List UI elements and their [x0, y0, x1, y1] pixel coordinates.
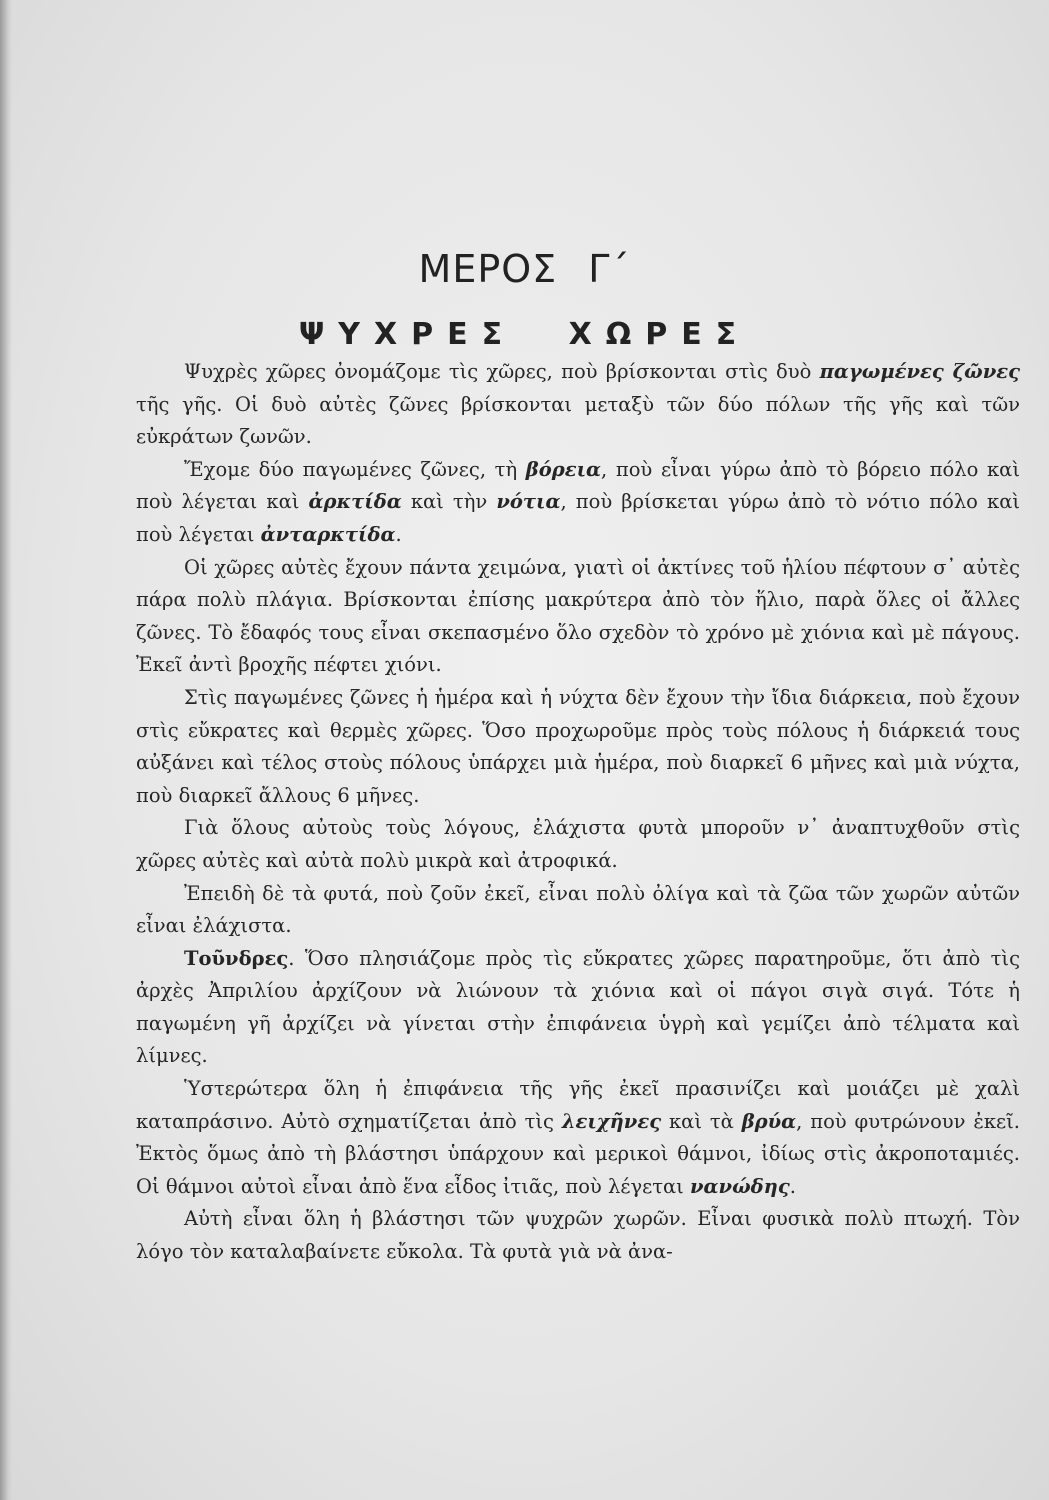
text-run: Ψυχρὲς χῶρες ὀνομάζομε τὶς χῶρες, ποὺ βρίσκονται στὶς δυὸ [184, 360, 820, 383]
body-text [136, 356, 1020, 1269]
emphasis-term: ἀρκτίδα [308, 490, 402, 514]
text-run: τῆς γῆς. Οἱ δυὸ αὐτὲς ζῶνες βρίσκονται μεταξὺ τῶν δύο πόλων τῆς γῆς καὶ τῶν εὐκράτων ζωνῶν. [136, 392, 1020, 449]
paragraph [136, 356, 1020, 454]
text-run: . [395, 522, 402, 546]
text-run: , ποὺ βρίσκεται γύρω ἀπὸ τὸ νότιο πόλο καὶ ποὺ λέγεται [136, 490, 1021, 546]
paragraph [136, 812, 1020, 877]
text-run: Ἐπειδὴ δὲ τὰ φυτά, ποὺ ζοῦν ἐκεῖ, εἶναι πολὺ ὀλίγα καὶ τὰ ζῶα τῶν χωρῶν αὐτῶν εἶναι ἐλάχιστα. [136, 881, 1020, 938]
text-run: καὶ τὰ [661, 1109, 742, 1133]
paragraph [136, 1073, 1020, 1203]
text-run: Αὐτὴ εἶναι ὅλη ἡ βλάστησι τῶν ψυχρῶν χωρῶν. Εἶναι φυσικὰ πολὺ πτωχή. Τὸν λόγο τὸν καταλαβαίνετε εὔκολα. Τὰ φυτὰ γιὰ νὰ ἀνα- [136, 1207, 1020, 1264]
paragraph [136, 682, 1020, 812]
text-run: , ποὺ φυτρώνουν ἐκεῖ. Ἐκτὸς ὅμως ἀπὸ τὴ βλάστησι ὑπάρχουν καὶ μερικοὶ θάμνοι, ἰδίως στὶς ἀκροποταμιές. Οἱ θάμνοι αὐτοὶ εἶναι ἀπὸ ἕνα εἶδος ἰτιᾶς, ποὺ λέγεται [136, 1109, 1020, 1198]
paragraph [136, 878, 1020, 943]
paragraph [136, 1203, 1020, 1268]
text-run: . [789, 1174, 796, 1198]
text-run: . Ὅσο πλησιάζομε πρὸς τὶς εὔκρατες χῶρες παρατηροῦμε, ὅτι ἀπὸ τὶς ἀρχὲς Ἀπριλίου ἀρχίζουν νὰ λιώνουν τὰ χιόνια καὶ οἱ πάγοι σιγὰ σιγά. Τότε ἡ παγωμένη γῆ ἀρχίζει νὰ γίνεται στὴν ἐπιφάνεια ὑγρὴ καὶ γεμίζει ἀπὸ τέλματα καὶ λίμνες. [136, 946, 1020, 1068]
text-run: Στὶς παγωμένες ζῶνες ἡ ἡμέρα καὶ ἡ νύχτα δὲν ἔχουν τὴν ἴδια διάρκεια, ποὺ ἔχουν στὶς εὔκρατες καὶ θερμὲς χῶρες. Ὅσο προχωροῦμε πρὸς τοὺς πόλους ἡ διάρκειά τους αὐξάνει καὶ τέλος στοὺς πόλους ὑπάρχει μιὰ ἡμέρα, ποὺ διαρκεῖ 6 μῆνες καὶ μιὰ νύχτα, ποὺ διαρκεῖ ἄλλους 6 μῆνες. [136, 685, 1020, 807]
text-run: Ἔχομε δύο παγωμένες ζῶνες, τὴ [184, 457, 526, 481]
text-run: καὶ τὴν [401, 490, 497, 514]
part-title: ΜΕΡΟΣ Γ΄ [418, 247, 631, 292]
emphasis-term: νότια [496, 490, 561, 514]
paragraph [136, 943, 1020, 1073]
emphasis-term: ἀνταρκτίδα [260, 522, 396, 546]
subheading-term: Τοῦνδρες [184, 946, 289, 970]
paragraph [136, 552, 1020, 682]
text-run: Ὑστερώτερα ὅλη ἡ ἐπιφάνεια τῆς γῆς ἐκεῖ πρασινίζει καὶ μοιάζει μὲ χαλὶ καταπράσινο. Αὐτὸ σχηματίζεται ἀπὸ τὶς [136, 1077, 1020, 1133]
emphasis-term: λειχῆνες [561, 1109, 662, 1133]
emphasis-term: νανώδης [690, 1174, 790, 1198]
paragraph [136, 454, 1020, 552]
emphasis-term: βρύα [741, 1109, 797, 1133]
text-run: Οἱ χῶρες αὐτὲς ἔχουν πάντα χειμώνα, γιατὶ οἱ ἀκτίνες τοῦ ἡλίου πέφτουν σ᾽ αὐτὲς πάρα πολὺ πλάγια. Βρίσκονται ἐπίσης μακρύτερα ἀπὸ τὸν ἥλιο, παρὰ ὅλες οἱ ἄλλες ζῶνες. Τὸ ἔδαφός τους εἶναι σκεπασμένο ὅλο σχεδὸν τὸ χρόνο μὲ χιόνια καὶ μὲ πάγους. Ἐκεῖ ἀντὶ βροχῆς πέφτει χιόνι. [136, 555, 1020, 677]
text-run: , ποὺ εἶναι γύρω ἀπὸ τὸ βόρειο πόλο καὶ ποὺ λέγεται καὶ [136, 457, 1020, 514]
emphasis-term: παγωμένες ζῶνες [819, 360, 1020, 383]
emphasis-term: βόρεια [525, 457, 602, 481]
section-title: ΨΥΧΡΕΣ ΧΩΡΕΣ [298, 316, 751, 352]
text-run: Γιὰ ὅλους αὐτοὺς τοὺς λόγους, ἐλάχιστα φυτὰ μποροῦν ν᾽ ἀναπτυχθοῦν στὶς χῶρες αὐτὲς καὶ αὐτὰ πολὺ μικρὰ καὶ ἀτροφικά. [136, 816, 1020, 872]
page-binding-shadow [0, 0, 12, 1500]
